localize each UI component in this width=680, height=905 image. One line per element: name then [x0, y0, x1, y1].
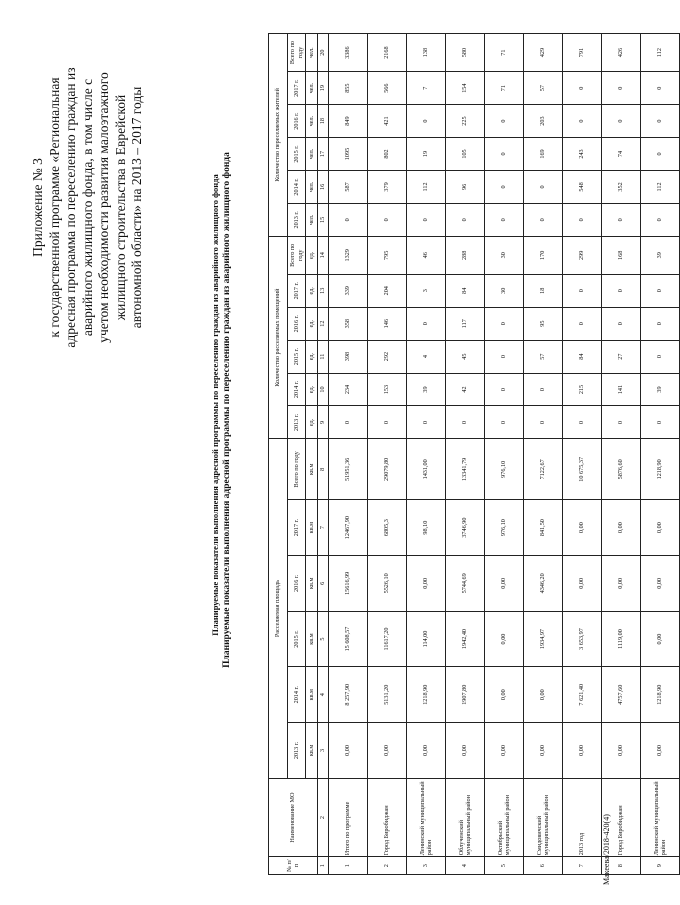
table-row [368, 34, 407, 875]
cell-value: 30 [485, 274, 524, 307]
cell-value: 0 [446, 406, 485, 439]
cell-value: 11617,20 [368, 611, 407, 667]
column-number: 15 [318, 203, 329, 236]
document-subtitle: Планируемые показатели выполнения адресной программы по переселению граждан из аварийного жилищного фонда [210, 174, 220, 636]
cell-value: 84 [563, 340, 602, 373]
cell-value: 4757,60 [602, 667, 641, 723]
cell-value: 2168 [368, 34, 407, 72]
header-row-years [288, 34, 306, 875]
cell-value: 0 [485, 340, 524, 373]
cell-value: 5876,60 [602, 439, 641, 500]
cell-value: 3 [407, 274, 446, 307]
cell-name: Ленинский муниципальный район [407, 778, 446, 857]
cell-value: 0 [602, 105, 641, 138]
heading-line: автономной области» на 2013 – 2017 годы [129, 86, 144, 329]
cell-value: 0 [641, 406, 680, 439]
year-header: 2017 г. [288, 72, 306, 105]
cell-value: 566 [368, 72, 407, 105]
cell-value: 105 [446, 138, 485, 171]
cell-value: 5744,69 [446, 555, 485, 611]
cell-value: 0 [485, 170, 524, 203]
cell-name: Город Биробиджан [602, 778, 641, 857]
cell-value: 0,00 [485, 611, 524, 667]
cell-value: 15616,99 [329, 555, 368, 611]
cell-value: 0,00 [641, 611, 680, 667]
cell-value: 299 [563, 236, 602, 274]
cell-value: 0 [602, 307, 641, 340]
column-number: 4 [318, 667, 329, 723]
indicators-table [268, 33, 680, 875]
cell-number: 8 [602, 857, 641, 875]
cell-value: 39 [641, 236, 680, 274]
cell-number: 4 [446, 857, 485, 875]
group-header: Количество переселяемых жителей [269, 34, 288, 237]
cell-value: 0 [524, 170, 563, 203]
year-header: 2014 г. [288, 667, 306, 723]
cell-value: 30 [485, 236, 524, 274]
unit-header: ед. [306, 406, 318, 439]
cell-value: 0 [485, 138, 524, 171]
year-header: 2015 г. [288, 340, 306, 373]
cell-value: 0 [407, 203, 446, 236]
cell-value: 426 [602, 34, 641, 72]
cell-value: 791 [563, 34, 602, 72]
cell-name: Октябрьский муниципальный район [485, 778, 524, 857]
cell-value: 0 [524, 203, 563, 236]
cell-value: 795 [368, 236, 407, 274]
year-header: 2016 г. [288, 307, 306, 340]
cell-value: 1431,00 [407, 439, 446, 500]
cell-value: 976,10 [485, 439, 524, 500]
cell-value: 358 [329, 307, 368, 340]
cell-value: 4 [407, 340, 446, 373]
column-number: 6 [318, 555, 329, 611]
cell-value: 5526,10 [368, 555, 407, 611]
cell-value: 12467,90 [329, 500, 368, 556]
cell-value: 154 [446, 72, 485, 105]
cell-value: 168 [602, 236, 641, 274]
cell-value: 0 [329, 406, 368, 439]
cell-value: 0,00 [485, 667, 524, 723]
cell-value: 4346,20 [524, 555, 563, 611]
column-number: 5 [318, 611, 329, 667]
column-number: 19 [318, 72, 329, 105]
unit-header: кв.м [306, 555, 318, 611]
cell-value: 0,00 [485, 723, 524, 779]
unit-header: кв.м [306, 439, 318, 500]
cell-value: 0 [329, 203, 368, 236]
table-row [329, 34, 368, 875]
cell-value: 292 [368, 340, 407, 373]
cell-value: 169 [524, 138, 563, 171]
cell-value: 421 [368, 105, 407, 138]
year-header: 2017 г. [288, 500, 306, 556]
cell-name: Ленинский муниципальный район [641, 778, 680, 857]
column-number: 18 [318, 105, 329, 138]
cell-value: 0,00 [641, 500, 680, 556]
cell-value: 138 [407, 34, 446, 72]
cell-value: 0 [641, 105, 680, 138]
column-number: 11 [318, 340, 329, 373]
cell-value: 339 [329, 274, 368, 307]
cell-value: 7122,67 [524, 439, 563, 500]
cell-value: 39 [407, 373, 446, 406]
heading-line: аварийного жилищного фонда, в том числе с [79, 78, 95, 337]
unit-header: кв.м [306, 667, 318, 723]
cell-value: 0 [485, 105, 524, 138]
cell-value: 0 [641, 307, 680, 340]
cell-value: 112 [641, 170, 680, 203]
cell-value: 243 [563, 138, 602, 171]
cell-value: 0 [485, 307, 524, 340]
cell-name: Город Биробиджан [368, 778, 407, 857]
cell-value: 95 [524, 307, 563, 340]
cell-value: 8 257,90 [329, 667, 368, 723]
cell-value: 0,00 [407, 723, 446, 779]
cell-value: 204 [368, 274, 407, 307]
cell-value: 234 [329, 373, 368, 406]
column-number: 2 [318, 778, 329, 857]
column-number: 16 [318, 170, 329, 203]
cell-number: 2 [368, 857, 407, 875]
cell-value: 587 [329, 170, 368, 203]
cell-value: 0,00 [329, 723, 368, 779]
cell-name: Облученский муниципальный район [446, 778, 485, 857]
cell-number: 7 [563, 857, 602, 875]
cell-value: 0 [641, 72, 680, 105]
total-header: Всего по году [288, 439, 306, 500]
cell-value: 45 [446, 340, 485, 373]
cell-value: 112 [407, 170, 446, 203]
year-header: 2017 г. [288, 274, 306, 307]
cell-value: 0,00 [641, 555, 680, 611]
cell-value: 0 [563, 406, 602, 439]
cell-value: 849 [329, 105, 368, 138]
cell-value: 0,00 [563, 723, 602, 779]
heading-line: учетом необходимости развития малоэтажного [96, 72, 111, 343]
cell-value: 112 [641, 34, 680, 72]
column-number: 12 [318, 307, 329, 340]
cell-value: 379 [368, 170, 407, 203]
cell-value: 27 [602, 340, 641, 373]
heading-line: адресная программа по переселению граждан из [63, 67, 78, 348]
appendix-heading [30, 50, 146, 365]
header-mo-name: Наименование МО [269, 778, 318, 857]
cell-value: 7 621,40 [563, 667, 602, 723]
cell-value: 0,00 [446, 723, 485, 779]
cell-value: 0 [641, 274, 680, 307]
cell-value: 7 [407, 72, 446, 105]
cell-value: 84 [446, 274, 485, 307]
document-stamp: Макеева/2018-420(4) [602, 814, 611, 885]
cell-value: 1218,90 [641, 667, 680, 723]
cell-value: 0 [602, 72, 641, 105]
cell-number: 9 [641, 857, 680, 875]
cell-value: 1119,00 [602, 611, 641, 667]
year-header: 2013 г. [288, 406, 306, 439]
cell-value: 0 [563, 72, 602, 105]
cell-value: 0 [641, 203, 680, 236]
heading-line: Приложение № 3 [30, 158, 45, 257]
cell-value: 71 [485, 72, 524, 105]
year-header: 2013 г. [288, 203, 306, 236]
cell-value: 352 [602, 170, 641, 203]
unit-header: чел. [306, 138, 318, 171]
column-number: 9 [318, 406, 329, 439]
column-number: 8 [318, 439, 329, 500]
cell-value: 1934,97 [524, 611, 563, 667]
cell-value: 117 [446, 307, 485, 340]
heading-line: к государственной программе «Региональная [46, 77, 62, 338]
table-row [641, 34, 680, 875]
unit-header: ед. [306, 274, 318, 307]
cell-value: 1218,90 [641, 439, 680, 500]
table-row [602, 34, 641, 875]
cell-value: 429 [524, 34, 563, 72]
cell-value: 0,00 [524, 723, 563, 779]
cell-value: 15 608,57 [329, 611, 368, 667]
table-row [563, 34, 602, 875]
group-header: Расселяемая площадь [269, 439, 288, 778]
cell-value: 0 [563, 307, 602, 340]
table-row [407, 34, 446, 875]
cell-value: 1095 [329, 138, 368, 171]
cell-value: 0,00 [602, 500, 641, 556]
cell-value: 0 [368, 203, 407, 236]
unit-header: чел. [306, 34, 318, 72]
cell-value: 580 [446, 34, 485, 72]
column-number: 13 [318, 274, 329, 307]
unit-header: ед. [306, 307, 318, 340]
year-header: 2013 г. [288, 723, 306, 779]
cell-value: 114,00 [407, 611, 446, 667]
cell-value: 29079,80 [368, 439, 407, 500]
unit-header: ед. [306, 236, 318, 274]
cell-value: 225 [446, 105, 485, 138]
cell-value: 42 [446, 373, 485, 406]
cell-number: 5 [485, 857, 524, 875]
column-number-row [318, 34, 329, 875]
cell-value: 0,00 [524, 667, 563, 723]
table-row [524, 34, 563, 875]
cell-number: 3 [407, 857, 446, 875]
year-header: 2016 г. [288, 555, 306, 611]
cell-value: 1942,40 [446, 611, 485, 667]
cell-value: 1907,80 [446, 667, 485, 723]
cell-value: 215 [563, 373, 602, 406]
cell-value: 0 [446, 203, 485, 236]
cell-value: 398 [329, 340, 368, 373]
column-number: 20 [318, 34, 329, 72]
table-row [446, 34, 485, 875]
cell-value: 57 [524, 72, 563, 105]
header-row-units [306, 34, 318, 875]
cell-value: 0,00 [602, 723, 641, 779]
cell-value: 3 653,97 [563, 611, 602, 667]
cell-value: 51951,36 [329, 439, 368, 500]
cell-name: Итого по программе [329, 778, 368, 857]
column-number: 10 [318, 373, 329, 406]
unit-header: ед. [306, 340, 318, 373]
cell-value: 0,00 [563, 555, 602, 611]
cell-value: 146 [368, 307, 407, 340]
cell-value: 57 [524, 340, 563, 373]
cell-value: 802 [368, 138, 407, 171]
cell-value: 0 [563, 274, 602, 307]
header-number: № п/п [269, 857, 318, 875]
header-row-groups [269, 34, 288, 875]
cell-value: 548 [563, 170, 602, 203]
cell-value: 0,00 [563, 500, 602, 556]
unit-header: кв.м [306, 500, 318, 556]
cell-value: 141 [602, 373, 641, 406]
cell-value: 1218,90 [407, 667, 446, 723]
year-header: 2015 г. [288, 611, 306, 667]
cell-number: 1 [329, 857, 368, 875]
cell-value: 18 [524, 274, 563, 307]
cell-value: 74 [602, 138, 641, 171]
cell-value: 0 [602, 406, 641, 439]
cell-value: 0 [641, 138, 680, 171]
heading-line: жилищного строительства в Еврейской [112, 94, 128, 321]
cell-value: 976,10 [485, 500, 524, 556]
cell-value: 0 [368, 406, 407, 439]
table-row [485, 34, 524, 875]
unit-header: чел. [306, 203, 318, 236]
column-number: 14 [318, 236, 329, 274]
unit-header: чел. [306, 105, 318, 138]
column-number: 1 [318, 857, 329, 875]
cell-value: 0 [524, 406, 563, 439]
unit-header: чел. [306, 72, 318, 105]
cell-value: 0 [602, 274, 641, 307]
cell-value: 153 [368, 373, 407, 406]
cell-value: 0,00 [641, 723, 680, 779]
cell-value: 170 [524, 236, 563, 274]
cell-value: 3746,90 [446, 500, 485, 556]
year-header: 2015 г. [288, 138, 306, 171]
cell-value: 0 [407, 105, 446, 138]
year-header: 2016 г. [288, 105, 306, 138]
cell-value: 19 [407, 138, 446, 171]
unit-header: кв.м [306, 611, 318, 667]
cell-value: 46 [407, 236, 446, 274]
cell-value: 6805,3 [368, 500, 407, 556]
cell-value: 0 [485, 406, 524, 439]
cell-name: 2013 год [563, 778, 602, 857]
unit-header: чел. [306, 170, 318, 203]
cell-value: 71 [485, 34, 524, 72]
year-header: 2014 г. [288, 170, 306, 203]
cell-value: 0,00 [407, 555, 446, 611]
cell-value: 13341,79 [446, 439, 485, 500]
cell-value: 0 [563, 105, 602, 138]
cell-value: 0,00 [485, 555, 524, 611]
cell-value: 0 [407, 307, 446, 340]
cell-value: 39 [641, 373, 680, 406]
cell-value: 0 [641, 340, 680, 373]
cell-number: 6 [524, 857, 563, 875]
cell-value: 0 [485, 373, 524, 406]
cell-value: 0,00 [368, 723, 407, 779]
cell-value: 96 [446, 170, 485, 203]
cell-value: 288 [446, 236, 485, 274]
cell-value: 0,00 [602, 555, 641, 611]
cell-value: 3386 [329, 34, 368, 72]
cell-value: 0 [563, 203, 602, 236]
table-title: Планируемые показатели выполнения адресной программы по переселению граждан из аварийного жилищного фонда [222, 152, 232, 668]
column-number: 17 [318, 138, 329, 171]
cell-name: Смидовичский муниципальный район [524, 778, 563, 857]
cell-value: 0 [524, 373, 563, 406]
cell-value: 203 [524, 105, 563, 138]
cell-value: 0 [602, 203, 641, 236]
group-header: Количество расселяемых помещений [269, 236, 288, 439]
cell-value: 0 [407, 406, 446, 439]
total-header: Всего по году [288, 236, 306, 274]
cell-value: 1329 [329, 236, 368, 274]
unit-header: ед. [306, 373, 318, 406]
column-number: 3 [318, 723, 329, 779]
cell-value: 5131,20 [368, 667, 407, 723]
cell-value: 10 675,37 [563, 439, 602, 500]
cell-value: 0 [485, 203, 524, 236]
cell-value: 98,10 [407, 500, 446, 556]
unit-header: кв.м [306, 723, 318, 779]
total-header: Всего по году [288, 34, 306, 72]
year-header: 2014 г. [288, 373, 306, 406]
cell-value: 841,50 [524, 500, 563, 556]
column-number: 7 [318, 500, 329, 556]
cell-value: 855 [329, 72, 368, 105]
